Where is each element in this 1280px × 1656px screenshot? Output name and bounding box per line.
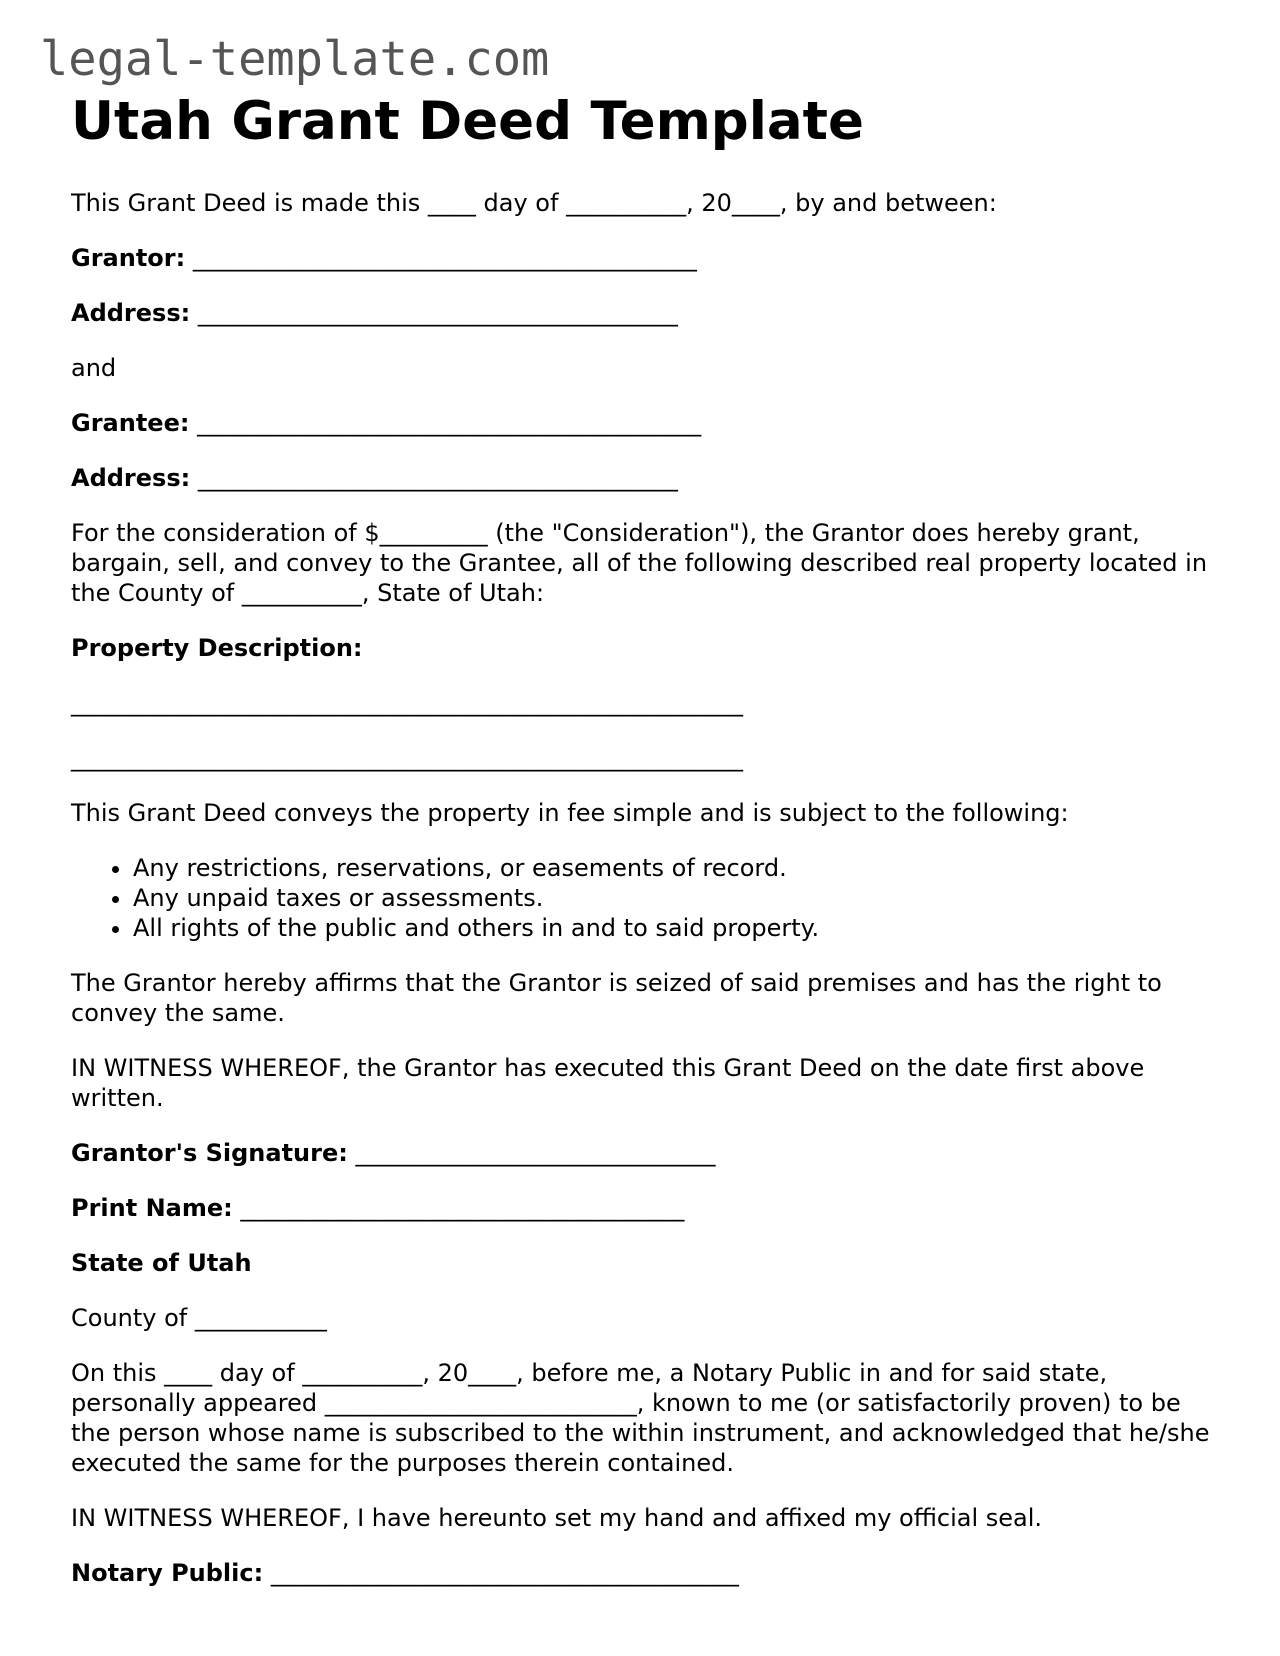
affirmation-paragraph: The Grantor hereby affirms that the Grantor is seized of said premises and has the right to convey the same. bbox=[71, 969, 1162, 1027]
grantor-address-field bbox=[71, 298, 1221, 328]
grantor-signature-blank: ______________________________ bbox=[355, 1139, 716, 1167]
print-name-label: Print Name: bbox=[71, 1194, 233, 1222]
grantor-field bbox=[71, 243, 1221, 273]
property-description-line: ________________________________________________________ bbox=[71, 689, 743, 717]
conditions-list bbox=[71, 853, 1221, 943]
county-field: County of ___________ bbox=[71, 1304, 327, 1332]
grantor-signature-label: Grantor's Signature: bbox=[71, 1139, 348, 1167]
document bbox=[71, 86, 1221, 1613]
and-text: and bbox=[71, 354, 117, 382]
witness-notary-paragraph: IN WITNESS WHEREOF, I have hereunto set my hand and affixed my official seal. bbox=[71, 1504, 1043, 1532]
print-name-field bbox=[71, 1193, 1221, 1223]
grantee-address-field bbox=[71, 463, 1221, 493]
grantee-address-label: Address: bbox=[71, 464, 191, 492]
grantor-address-label: Address: bbox=[71, 299, 191, 327]
property-description-line: ________________________________________________________ bbox=[71, 744, 743, 772]
state-heading bbox=[71, 1248, 1221, 1278]
grantee-label: Grantee: bbox=[71, 409, 190, 437]
consideration-paragraph: For the consideration of $_________ (the "Consideration"), the Grantor does hereby grant, bargain, sell, and convey to the Grantee, all of the following described real property located in the County of __________, State of Utah: bbox=[71, 519, 1208, 607]
grantor-signature-field bbox=[71, 1138, 1221, 1168]
subject-to-paragraph: This Grant Deed conveys the property in fee simple and is subject to the following: bbox=[71, 799, 1069, 827]
notary-public-blank: _______________________________________ bbox=[270, 1559, 739, 1587]
grantee-field bbox=[71, 408, 1221, 438]
property-description-heading bbox=[71, 633, 1221, 663]
notary-acknowledgment-paragraph: On this ____ day of __________, 20____, before me, a Notary Public in and for said state, personally appeared __________________________, known to me (or satisfactorily proven) to be the person whose name is subscribed to the within instrument, and acknowledged that he/she executed the same for the purposes therein contained. bbox=[71, 1359, 1210, 1477]
grantor-blank: __________________________________________ bbox=[192, 244, 697, 272]
list-item: • All rights of the public and others in and to said property. bbox=[133, 913, 1221, 943]
grantee-blank: __________________________________________ bbox=[197, 409, 702, 437]
notary-public-field bbox=[71, 1558, 1221, 1588]
property-description-label: Property Description: bbox=[71, 634, 363, 662]
witness-grantor-paragraph: IN WITNESS WHEREOF, the Grantor has executed this Grant Deed on the date first above written. bbox=[71, 1054, 1145, 1112]
list-item: • Any unpaid taxes or assessments. bbox=[133, 883, 1221, 913]
grantor-address-blank: ________________________________________ bbox=[197, 299, 678, 327]
state-heading-label: State of Utah bbox=[71, 1249, 252, 1277]
notary-public-label: Notary Public: bbox=[71, 1559, 264, 1587]
site-watermark: legal-template.com bbox=[40, 32, 550, 87]
intro-paragraph: This Grant Deed is made this ____ day of __________, 20____, by and between: bbox=[71, 189, 997, 217]
print-name-blank: _____________________________________ bbox=[240, 1194, 685, 1222]
grantor-label: Grantor: bbox=[71, 244, 186, 272]
page-title: Utah Grant Deed Template bbox=[71, 91, 864, 152]
grantee-address-blank: ________________________________________ bbox=[197, 464, 678, 492]
list-item: • Any restrictions, reservations, or easements of record. bbox=[133, 853, 1221, 883]
